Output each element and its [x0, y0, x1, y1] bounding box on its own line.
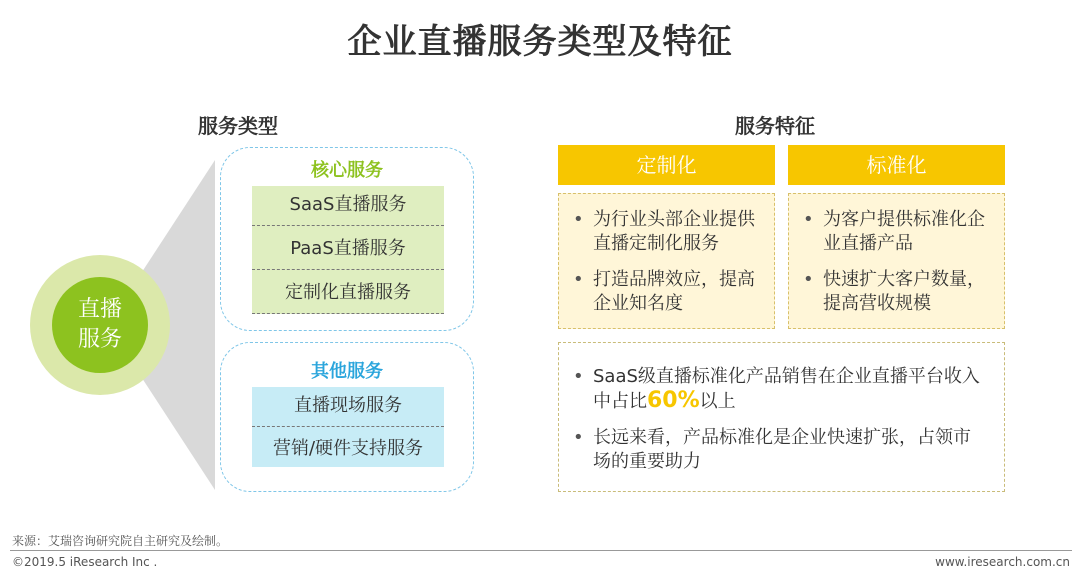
footer-divider — [10, 550, 1072, 551]
summary-text: SaaS级直播标准化产品销售在企业直播平台收入中占比 — [593, 366, 980, 412]
core-services-list — [252, 186, 444, 314]
list-item: 定制化直播服务 — [252, 270, 444, 314]
center-label-line2: 服务 — [77, 327, 122, 352]
core-services-label: 核心服务 — [311, 160, 383, 181]
source-note: 来源：艾瑞咨询研究院自主研究及绘制。 — [12, 534, 229, 548]
page-title: 企业直播服务类型及特征 — [347, 22, 733, 62]
standard-header: 标准化 — [788, 145, 1005, 185]
standard-features-box — [788, 193, 1005, 329]
website-link[interactable]: www.iresearch.com.cn — [935, 555, 1070, 569]
service-feature-heading: 服务特征 — [735, 114, 815, 138]
list-item: 直播现场服务 — [252, 387, 444, 427]
feature-bullet: • 快速扩大客户数量，提高营收规模 — [797, 268, 994, 316]
summary-text: 以上 — [699, 391, 736, 412]
summary-bullet — [567, 365, 986, 414]
feature-bullet: • 打造品牌效应，提高企业知名度 — [567, 268, 764, 316]
feature-bullet: • 为行业头部企业提供直播定制化服务 — [567, 208, 764, 256]
summary-box — [558, 342, 1005, 492]
list-item: SaaS直播服务 — [252, 186, 444, 226]
other-services-list — [252, 387, 444, 467]
summary-bullet: • 长远来看，产品标准化是企业快速扩张，占领市场的重要助力 — [567, 426, 986, 474]
list-item: PaaS直播服务 — [252, 226, 444, 270]
feature-bullet: • 为客户提供标准化企业直播产品 — [797, 208, 994, 256]
other-services-label: 其他服务 — [311, 361, 383, 382]
highlight-percent: 60% — [647, 388, 700, 413]
list-item: 营销/硬件支持服务 — [272, 438, 424, 459]
copyright: ©2019.5 iResearch Inc . — [12, 555, 158, 569]
custom-header: 定制化 — [558, 145, 775, 185]
custom-features-box — [558, 193, 775, 329]
service-type-heading: 服务类型 — [198, 114, 278, 138]
center-circle — [52, 277, 148, 373]
center-label-line1: 直播 — [77, 297, 122, 322]
